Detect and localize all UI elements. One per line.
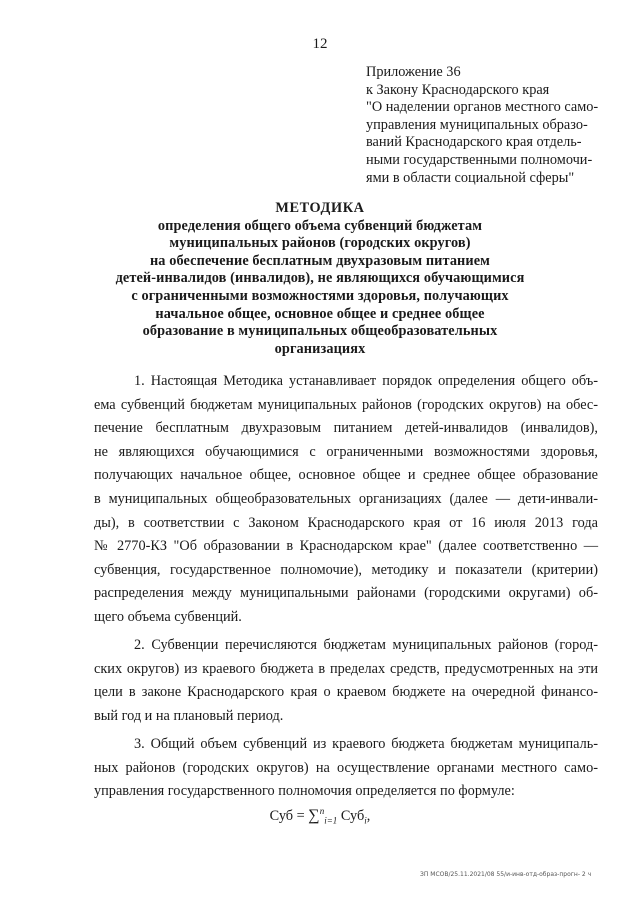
text-line: в муниципальных общеобразовательных организациях (далее — дети-инвали- [94,490,598,507]
sum-lower-limit: i=1 [324,815,338,826]
sum-upper-limit: n [319,806,325,816]
title-line: организациях [274,340,366,357]
text-line: субвенция, государственное полномочие), методику и показатели (критерии) [94,561,598,578]
sum-symbol: ∑ [308,806,320,824]
formula-term-index: i [364,815,367,826]
appendix-line: ными государственными полномочи- [366,151,593,168]
text-line: 1. Настоящая Методика устанавливает порядок определения общего объ- [134,373,598,389]
formula-tail: , [366,807,371,824]
text-line: ских округов) из краевого бюджета в пределах средств, предусмотренных на эти [94,660,598,677]
appendix-line: к Закону Краснодарского края [366,81,550,98]
text-line: управления государственного полномочия определяется по формуле: [94,783,515,800]
text-line: распределения между муниципальными районами (городскими округами) об- [94,585,598,602]
footer-code: ЗП МСОВ/25.11.2021/08 55/и-инв-отд-образ-прогн- 2 ч [420,871,592,878]
text-line: печение бесплатным двухразовым питанием детей-инвалидов (инвалидов), [94,420,598,437]
text-line: 2. Субвенции перечисляются бюджетам муниципальных районов (город- [134,637,598,653]
formula-lhs: Суб = [269,807,309,824]
appendix-line: ваний Краснодарского края отдель- [366,134,582,151]
appendix-reference [366,64,599,187]
text-line: получающих начальное общее, основное общее и среднее общее образование [94,467,598,484]
text-line: вый год и на плановый период. [94,707,284,724]
text-line: № 2770-КЗ "Об образовании в Краснодарском крае" (далее соответственно — [94,538,598,555]
title-line: начальное общее, основное общее и среднее общее [155,305,485,322]
text-line: ных районов (городских округов) на осуществление органами местного само- [94,759,598,776]
paragraph-3 [94,733,598,804]
appendix-line: ями в области социальной сферы" [366,169,575,186]
title-heading: МЕТОДИКА [275,200,365,216]
title-line: образование в муниципальных общеобразовательных [142,323,498,340]
text-line: цели в законе Краснодарского края о краевом бюджете на очередной финансо- [94,684,598,701]
paragraph-1 [94,370,598,630]
title-line: определения общего объема субвенций бюджетам [157,217,483,234]
title-line: на обеспечение бесплатным двухразовым питанием [149,252,491,269]
page-number: 12 [312,36,328,52]
title-line: муниципальных районов (городских округов) [169,235,471,252]
appendix-line: "О наделении органов местного само- [366,99,599,116]
text-line: ема субвенций бюджетам муниципальных районов (городских округов) на обес- [94,396,598,413]
formula [0,806,640,826]
paragraph-2 [94,634,598,728]
formula-term: Суб [337,807,365,824]
title-line: детей-инвалидов (инвалидов), не являющихся обучающимися [115,270,525,287]
appendix-line: управления муниципальных образо- [366,116,588,133]
text-line: не являющихся обучающимися с ограниченными возможностями здоровья, [94,443,598,460]
appendix-line: Приложение 36 [366,64,461,80]
document-title [0,200,640,358]
text-line: щего объема субвенций. [94,608,242,625]
text-line: 3. Общий объем субвенций из краевого бюджета бюджетам муниципаль- [134,736,598,752]
text-line: ды), в соответствии с Законом Краснодарского края от 16 июля 2013 года [94,514,598,531]
title-line: с ограниченными возможностями здоровья, получающих [131,287,509,304]
